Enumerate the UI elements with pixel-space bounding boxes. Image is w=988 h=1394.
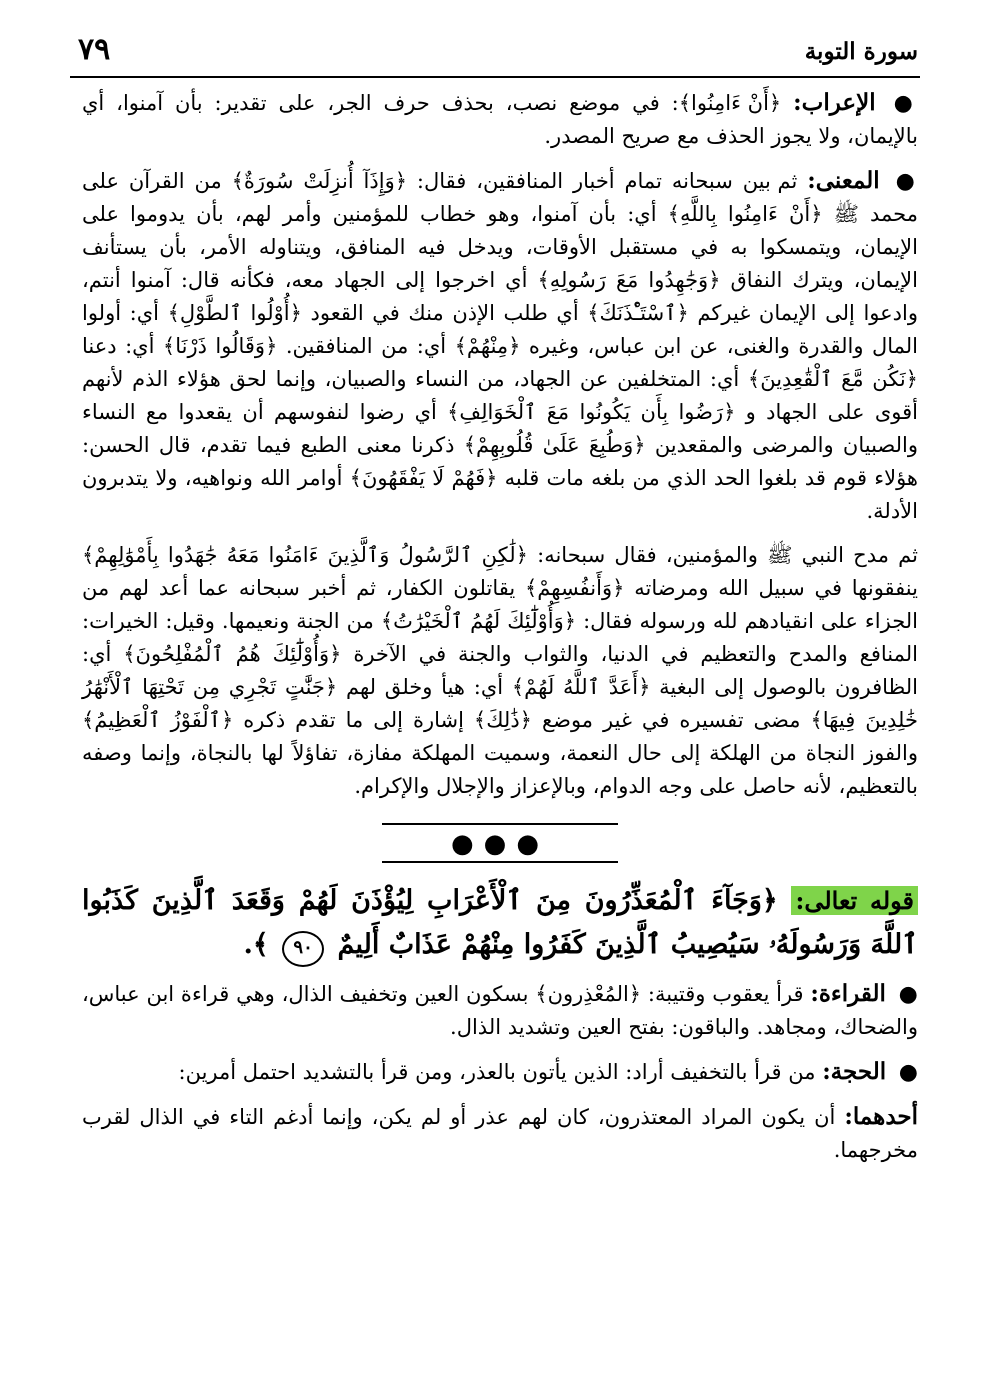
maana-continued (82, 539, 918, 803)
bullet-icon: ● (898, 982, 918, 1007)
qiraa-label: القراءة: (810, 980, 886, 1007)
qiraa-section (82, 977, 918, 1044)
page-number: ٧٩ (78, 32, 111, 67)
bullet-icon: ● (893, 91, 918, 116)
qiraa-text: قرأ يعقوب وقتيبة: ﴿المُعْذِرون﴾ بسكون العين وتخفيف الذال، وهي قراءة ابن عباس، والضحاك، ومجاهد. والباقون: بفتح العين وتشديد الذال. (82, 982, 918, 1039)
hujja-label: الحجة: (822, 1058, 887, 1085)
verse-label-highlighted: قوله تعالى: (791, 886, 918, 915)
maana-text: ثم بين سبحانه تمام أخبار المنافقين، فقال: ﴿وَإِذَآ أُنزِلَتْ سُورَةٌ﴾ من القرآن على محمد ﷺ ﴿أَنْ ءَامِنُوا بِاللَّهِ﴾ أي: بأن آمنوا، وهو خطاب للمؤمنين وأمر لهم، بأن يدوموا على الإيمان، ويتمسكوا به في مستقبل الأوقات، ويدخل فيه المنافق، ويتناوله الأمر، بأن يستأنف الإيمان، ويترك النفاق ﴿وَجَٰهِدُوا مَعَ رَسُولِهِ﴾ أي اخرجوا إلى الجهاد معه، فكأنه قال: آمنوا أنتم، وادعوا إلى الإيمان غيركم ﴿ٱسْتَـْٔذَنَكَ﴾ أي طلب الإذن منك في القعود ﴿أُوْلُوا ٱلطَّوْلِ﴾ أي: أولوا المال والقدرة والغنى، عن ابن عباس، وغيره ﴿مِنْهُمْ﴾ أي: من المنافقين. ﴿وَقَالُوا ذَرْنَا﴾ أي: دعنا ﴿نَكُن مَّعَ ٱلْقَٰعِدِينَ﴾ أي: المتخلفين عن الجهاد، من النساء والصبيان، وإنما لحق هؤلاء الذم لأنهم أقوى على الجهاد و ﴿رَضُوا بِأَن يَكُونُوا مَعَ ٱلْخَوَالِفِ﴾ أي رضوا لنفوسهم أن يقعدوا مع النساء والصبيان والمرضى والمقعدين ﴿وَطُبِعَ عَلَىٰ قُلُوبِهِمْ﴾ ذكرنا معنى الطبع فيما تقدم، قال الحسن: هؤلاء قوم قد بلغوا الحد الذي من بلغه مات قلبه ﴿فَهُمْ لَا يَفْقَهُونَ﴾ أوامر الله ونواهيه، ولا يتدبرون الأدلة. (82, 169, 918, 523)
verse-text: ﴿وَجَآءَ ٱلْمُعَذِّرُونَ مِنَ ٱلْأَعْرَابِ لِيُؤْذَنَ لَهُمْ وَقَعَدَ ٱلَّذِينَ كَذَبُوا ٱللَّهَ وَرَسُولَهُۥ سَيُصِيبُ ٱلَّذِينَ كَفَرُوا مِنْهُمْ عَذَابٌ أَلِيمٌ (82, 885, 918, 960)
separator-line-bottom (382, 861, 618, 863)
irab-label: الإعراب: (793, 89, 876, 116)
ahaduhuma-text: أن يكون المراد المعتذرون، كان لهم عذر أو لم يكن، وإنما أدغم التاء في الذال لقرب مخرجهما. (82, 1105, 918, 1162)
quran-verse (82, 879, 918, 967)
irab-text: ﴿أَنْ ءَامِنُوا﴾: في موضع نصب، بحذف حرف الجر، على تقدير: بأن آمنوا، أي بالإيمان، ولا يجوز الحذف مع صريح المصدر. (82, 91, 918, 148)
page-body (82, 86, 918, 1178)
ahaduhuma-label: أحدهما: (844, 1103, 918, 1130)
ahaduhuma-section (82, 1100, 918, 1167)
verse-closing: ﴾. (243, 929, 269, 960)
hujja-text: من قرأ بالتخفيف أراد: الذين يأتون بالعذر، ومن قرأ بالتشديد احتمل أمرين: (178, 1060, 816, 1084)
bullet-icon: ● (895, 169, 918, 194)
ayah-number-badge: ٩٠ (282, 931, 324, 967)
hujja-section (82, 1055, 918, 1089)
section-separator (382, 819, 618, 867)
maana-section (82, 164, 918, 528)
maana-continued-text: ثم مدح النبي ﷺ والمؤمنين، فقال سبحانه: ﴿لَٰكِنِ ٱلرَّسُولُ وَٱلَّذِينَ ءَامَنُوا مَعَهُ جَٰهَدُوا بِأَمْوَٰلِهِمْ﴾ ينفقونها في سبيل الله ومرضاته ﴿وَأَنفُسِهِمْ﴾ يقاتلون الكفار، ثم أخبر سبحانه عما أعد لهم من الجزاء على انقيادهم لله ورسوله فقال: ﴿وَأُوْلَٰٓئِكَ لَهُمُ ٱلْخَيْرَٰتُ﴾ من الجنة ونعيمها. وقيل: الخيرات: المنافع والمدح والتعظيم في الدنيا، والثواب والجنة في الآخرة ﴿وَأُوْلَٰٓئِكَ هُمُ ٱلْمُفْلِحُونَ﴾ أي: الظافرون بالوصول إلى البغية ﴿أَعَدَّ ٱللَّهُ لَهُمْ﴾ أي: هيأ وخلق لهم ﴿جَنَّٰتٍ تَجْرِي مِن تَحْتِهَا ٱلْأَنْهَٰرُ خَٰلِدِينَ فِيهَا﴾ مضى تفسيره في غير موضع ﴿ذَٰلِكَ﴾ إشارة إلى ما تقدم ذكره ﴿ٱلْفَوْزُ ٱلْعَظِيمُ﴾ والفوز النجاة من الهلكة إلى حال النعمة، وسميت المهلكة مفازة، تفاؤلاً لها بالنجاة، وإنما وصفه بالتعظيم، لأنه حاصل على وجه الدوام، وبالإعزاز والإجلال والإكرام. (82, 543, 918, 798)
irab-section (82, 86, 918, 153)
page-header (70, 28, 920, 78)
bullet-icon: ● (898, 1060, 918, 1085)
maana-label: المعنى: (807, 167, 880, 194)
surah-name: سورة التوبة (804, 38, 918, 65)
separator-dots-icon: ●●● (450, 829, 550, 859)
separator-line-top (382, 823, 618, 825)
